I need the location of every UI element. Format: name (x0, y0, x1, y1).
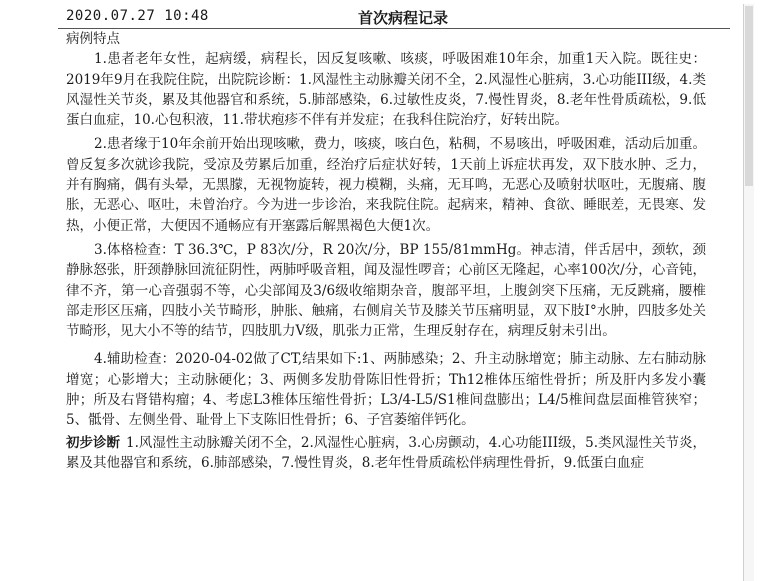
paragraph-auxiliary-exam: 4.辅助检查：2020-04-02做了CT,结果如下:1、两肺感染；2、升主动脉增宽；肺主动脉、左右肺动脉增宽；心影增大；主动脉硬化；3、两侧多发肋骨陈旧性骨折；Th12椎体压缩性骨折；所及肝内多发小囊肿；所及右肾错构瘤；4、考虑L3椎体压缩性骨折；L3/4-L5/S1椎间盘膨出；L4/5椎间盘层面椎管狭窄；5、骶骨、左侧坐骨、耻骨上下支陈旧性骨折；6、子宫萎缩伴钙化。 (66, 351, 706, 429)
record-timestamp: 2020.07.27 10:48 (66, 8, 209, 24)
section-label: 病例特点 (66, 31, 120, 47)
vertical-scrollbar[interactable] (743, 4, 754, 581)
record-body (66, 29, 706, 473)
paragraph-physical-exam: 3.体格检查：T 36.3℃，P 83次/分，R 20次/分，BP 155/81mmHg。神志清，伴舌居中，颈软，颈静脉怒张，肝颈静脉回流征阴性，两肺呼吸音粗，闻及湿性啰音；心前区无隆起，心率100次/分，心音钝，律不齐，第一心音强弱不等，心尖部闻及3/6级收缩期杂音，腹部平坦，上腹剑突下压痛，无反跳痛，腰椎部走形区压痛，四肢小关节畸形，肿胀、触痛，右侧肩关节及膝关节压痛明显，双下肢Ⅰ°水肿，四肢多处关节畸形，见大小不等的结节，四肢肌力V级，肌张力正常，生理反射存在，病理反射未引出。 (66, 241, 706, 340)
record-header (58, 4, 730, 29)
paragraph-present-illness: 2.患者缘于10年余前开始出现咳嗽，费力，咳痰，咳白色，粘稠，不易咳出，呼吸困难，活动后加重。曾反复多次就诊我院，受凉及劳累后加重，经治疗后症状好转，1天前上诉症状再发，双下肢水肿、乏力，并有胸痛，偶有头晕，无黑朦，无视物旋转，视力模糊，头痛，无耳鸣，无恶心及喷射状呕吐，无腹痛、腹胀，无恶心、呕吐，未曾治疗。今为进一步诊治，来我院住院。起病来，精神、食欲、睡眠差，无畏寒、发热，小便正常，大便因不通畅应有开塞露后解黑褐色大便1次。 (66, 136, 706, 234)
diagnosis-label: 初步诊断 (66, 434, 121, 451)
record-title: 首次病程记录 (358, 9, 449, 27)
diagnosis-text: 1.风湿性主动脉瓣关闭不全，2.风湿性心脏病，3.心房颤动，4.心功能III级，5.类风湿性关节炎，累及其他器官和系统，6.肺部感染，7.慢性胃炎，8.老年性骨质疏松伴病理性骨折，9.低蛋白血症 (66, 434, 707, 471)
scrollbar-thumb[interactable] (745, 6, 753, 186)
preliminary-diagnosis (66, 433, 706, 474)
paragraph-history: 1.患者老年女性，起病缓，病程长，因反复咳嗽、咳痰，呼吸困难10年余，加重1天入院。既往史：2019年9月在我院住院，出院院诊断：1.风湿性主动脉瓣关闭不全，2.风湿性心脏病，3.心功能III级，4.类风湿性关节炎，累及其他器官和系统，5.肺部感染，6.过敏性皮炎，7.慢性胃炎，8.老年性骨质疏松，9.低蛋白血症，10.心包积液，11.带状疱疹不伴有并发症；在我科住院治疗，好转出院。 (66, 51, 706, 129)
